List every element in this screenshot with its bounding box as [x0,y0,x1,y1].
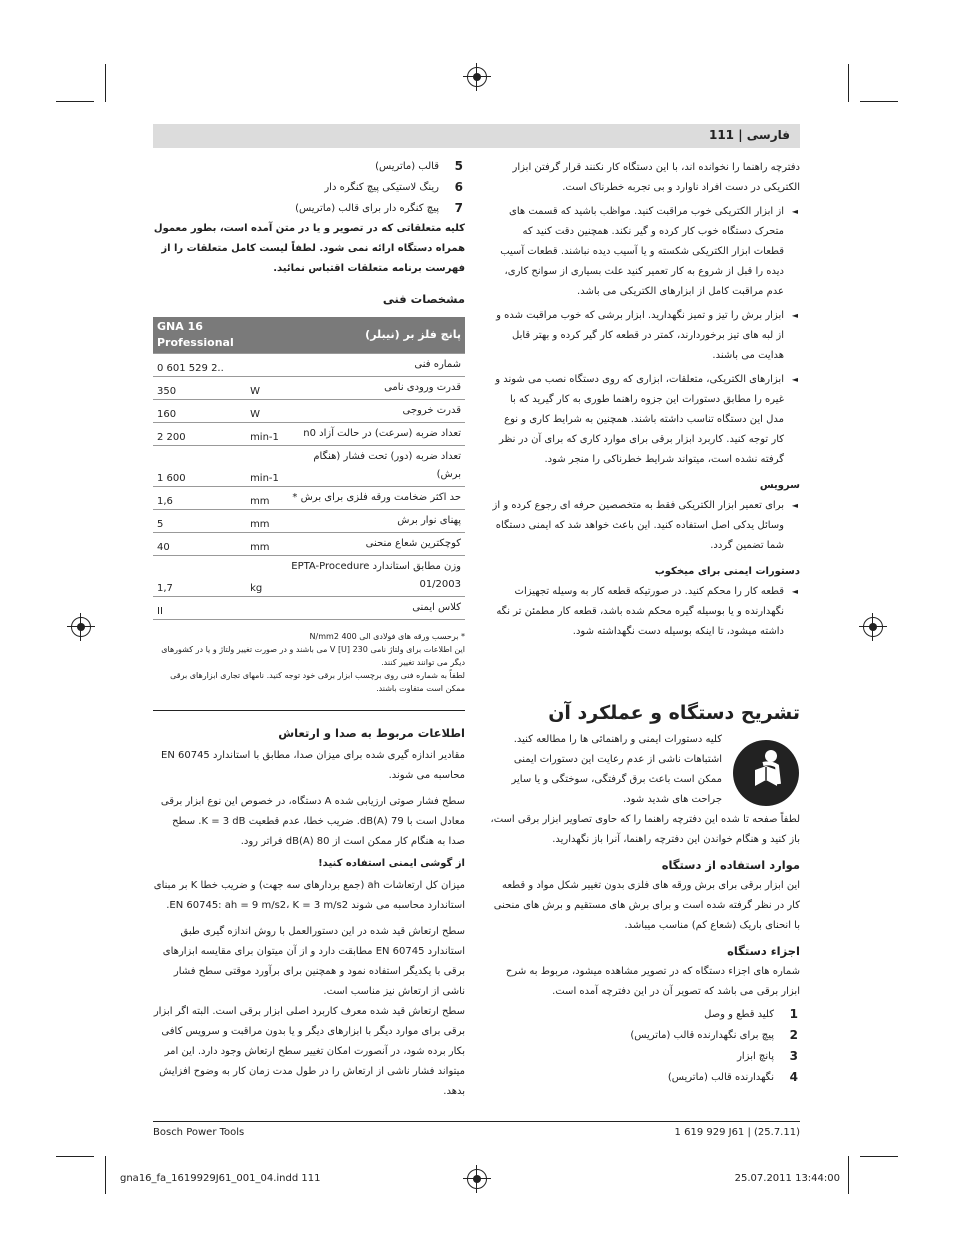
table-row: 2 200 min-1 تعداد ضربه (سرعت) در حالت آزاد n0 [153,423,465,446]
service-heading: سرویس [759,480,800,491]
registration-mark [467,1169,487,1189]
noise-paragraph: سطح ارتعاش قید شده در این دستورالعمل با روش اندازه گیری طبق استاندارد EN 60745 مطابقت دارد و از آن میتوان برای مقایسه ابزارهای برقی با یکدیگر استفاده نمود و همچنین برای برآورد موقتی سطح فشار ناشی از ارتعاش نیز مناسب است. [162,926,465,997]
footnote: لطفاً به شماره فنی روی برچسب ابزار برقی خود توجه کنید. نامهای تجاری ابزارهای برقی ممکن است متفاوت باشند. [170,671,465,693]
safety-heading: دستورات ایمنی برای میخکوب [654,566,800,577]
noise-paragraph: مقادیر اندازه گیری شده برای میزان صدا، مطابق با استاندارد EN 60745 محاسبه می شوند. [161,750,465,781]
intro-text: دفترچه راهنما را نخوانده اند، با این دستگاه کار نکنند قرار گرفتن ابزار الکتریکی در دست افراد ناوارد و بی تجربه خطرناک است. [512,162,800,193]
table-row: 0 601 529 2.. شماره فنی [153,354,465,377]
crop-mark [105,64,106,102]
use-paragraph: این ابزار برقی برای برش ورقه های فلزی بدون تغییر شکل مواد و قطعه کار در نظر گرفته شده است و برای برش های مستقیم و برش های منحنی با انحنای باریک (شعاع کم) مناسب میباشد. [493,880,800,931]
parts-heading: اجزاء دستگاه [727,944,800,958]
footer-brand: Bosch Power Tools [153,1127,245,1138]
specs-heading-wrap [153,292,465,306]
noise-subheading: از گوشی ایمنی استفاده کنید! [318,858,465,869]
read-note: کلیه دستورات ایمنی و راهنمائی ها را مطالعه کنید. اشتباهات ناشی از عدم رعایت این دستورات ایمنی ممکن است باعث برق گرفتگی، سوختگی و یا سایر جراحت های شدید شود. [511,734,722,805]
use-heading: موارد استفاده از دستگاه [661,858,800,872]
noise-heading: اطلاعات مربوط به صدا و ارتعاش [278,726,465,740]
crop-mark [848,64,849,102]
crop-mark [56,1156,94,1157]
bullet-item: ◄ ابزار برش را تیز و تمیز نگهدارید. ابزار برشی که خوب مراقبت شده و از لبه های تیز برخوردارند، کمتر در قطعه کار گیر کرده و بهتر قابل هدایت می باشند. [496,310,798,361]
page-header [153,124,800,148]
crop-mark [105,1156,106,1194]
divider [153,710,465,711]
registration-mark [467,67,487,87]
list-item: 1 کلید قطع و وصل [704,1007,798,1021]
spec-table [153,317,465,620]
table-row: 1,6 mm حد اکثر ضخامت ورقه فلزی برای برش * [153,487,465,510]
table-row: 1,7 kg وزن مطابق استاندارد EPTA-Procedure 01/2003 [153,556,465,597]
read-manual-icon [733,740,799,806]
bullet-item: ◄ از ابزار الکتریکی خوب مراقبت کنید. مواظب باشید که قسمت های متحرک دستگاه خوب کار کرده و گیر نکند. همچنین دقت کنید که قطعات ابزار الکتریکی شکسته و یا آسیب دیده نباشند. قطعات آسیب دیده را قبل از شروع به کار تعمیر کنید علت بسیاری از سوانح کاری، عدم مراقبت کامل از ابزارهای الکتریکی می باشد. [500,206,798,297]
bullet-item: ◄ ابزارهای الکتریکی، متعلقات، ابزاری که روی دستگاه نصب می شوند و غیره را مطابق دستورات این جزوه راهنما طوری به کار گیرید که با مدل این دستگاه تناسب داشته باشند. همچنین به شرایط کاری و نوع کار توجه کنید. کاربرد ابزار برقی برای موارد کاری که برای آن در نظر گرفته نشده است، میتواند شرایط خطرناکی را منجر شود. [495,374,798,465]
footnote: این اطلاعات برای ولتاژ نامی 230 V [U] می باشند و در صورت تغییر ولتاژ و یا در کشورهای دیگر می توانند تغییر کنند. [161,645,465,667]
spec-footnotes [153,630,465,695]
list-item: 7 پیچ کنگره دار برای قالب (ماتریس) [295,201,463,215]
crop-mark [860,101,898,102]
list-item: 4 نگهدارنده قالب (ماتریس) [667,1070,798,1084]
table-row: II کلاس ایمنی [153,597,465,620]
footnote: * برحسب ورقه های فولادی الی 400 N/mm2 [309,632,465,641]
table-row: 160 W قدرت خروجی [153,400,465,423]
list-item: 6 رینگ لاستیکی پیچ کنگره دار [324,180,463,194]
registration-mark [71,617,91,637]
noise-section [153,726,465,1102]
footer-rule [153,1121,800,1122]
section-title: تشریح دستگاه و عملکرد آن [548,702,800,724]
spec-table-header: GNA 16 Professional پانچ فلز بر (نیبلر) [153,317,465,354]
right-column [490,158,800,642]
crop-mark [56,101,94,102]
table-row: 1 600 min-1 تعداد ضربه (دور) تحت فشار (هنگام برش) [153,446,465,487]
noise-paragraph: سطح فشار صوتی ارزیابی شده A دستگاه، در خصوص این نوع ابزار برقی معادل است با 79 dB(A). ضریب خطا، عدم قطعیت K = 3 dB. سطح صدا به هنگام کار ممکن است از 80 dB(A) فراتر رود. [160,796,465,847]
table-row: 5 mm پهنای نوار برش [153,510,465,533]
table-row: 40 mm کوچکترین شعاع منحنی [153,533,465,556]
noise-paragraph: میزان کل ارتعاشات ah (جمع بردارهای سه جهت) و ضریب خطا K بر مبنای استاندارد محاسبه می شوند EN 60745: ah = 9 m/s2، K = 3 m/s2. [153,880,465,911]
list-item: 5 قالب (ماتریس) [375,159,463,173]
crop-mark [848,1156,849,1194]
specs-heading: مشخصات فنی [382,292,465,306]
bullet-item: ◄ قطعه کار را محکم کنید. در صورتیکه قطعه کار به وسیله تجهیزات نگهدارنده و یا بوسیله گیره محکم شده باشد، قطعه کار مطمئن تر نگه داشته میشود، تا اینکه بوسیله دست نگهداشته شود. [496,586,798,637]
slug-file: gna16_fa_1619929J61_001_04.indd 111 [120,1173,321,1184]
footer-code: 1 619 929 J61 | (25.7.11) [674,1127,800,1138]
list-item: 2 پیچ برای نگهدارنده قالب (ماتریس) [630,1028,798,1042]
slug-date: 25.07.2011 13:44:00 [734,1173,840,1184]
crop-mark [860,1156,898,1157]
page-title: فارسی | 111 [708,128,790,142]
accessories-note: کلیه متعلقاتی که در تصویر و یا در متن آمده است، بطور معمول همراه دستگاه ارائه نمی شود. لطفاً لیست کامل متعلقات را از فهرست برنامه متعلقات اقتباس نمائید. [153,223,465,274]
list-item: 3 پانچ ابزار [737,1049,798,1063]
fold-note: لطفاً صفحه تا شده این دفترچه راهنما را که حاوی تصاویر ابزار برقی است، باز کنید و هنگام خواندن این دفترچه راهنما، آنرا باز نگهدارید. [490,814,800,845]
registration-mark [863,617,883,637]
parts-paragraph: شماره های اجزاء دستگاه که در تصویر مشاهده میشود، مربوط به شرح ابزار برقی می باشد که تصویر آن در این دفترچه آمده است. [505,966,800,997]
table-row: 350 W قدرت ورودی نامی [153,377,465,400]
left-items [153,156,465,279]
bullet-item: ◄ برای تعمیر ابزار الکتریکی فقط به متخصصین حرفه ای رجوع کرده و از وسائل یدکی اصل استفاده کنید. این باعث خواهد شد که ایمنی دستگاه شما تضمین گردد. [492,500,798,551]
noise-paragraph: سطح ارتعاش قید شده معرف کاربرد اصلی ابزار برقی است. البته اگر ابزار برقی برای موارد دیگر با ابزارهای دیگر و یا بدون مراقبت و سرویس کافی بکار برده شود، در آنصورت امکان تغییر سطح ارتعاش وجود دارد. این امر میتواند فشار ناشی از ارتعاش را در طول مدت زمان کار به وضوح افزایش بدهد. [153,1006,465,1097]
